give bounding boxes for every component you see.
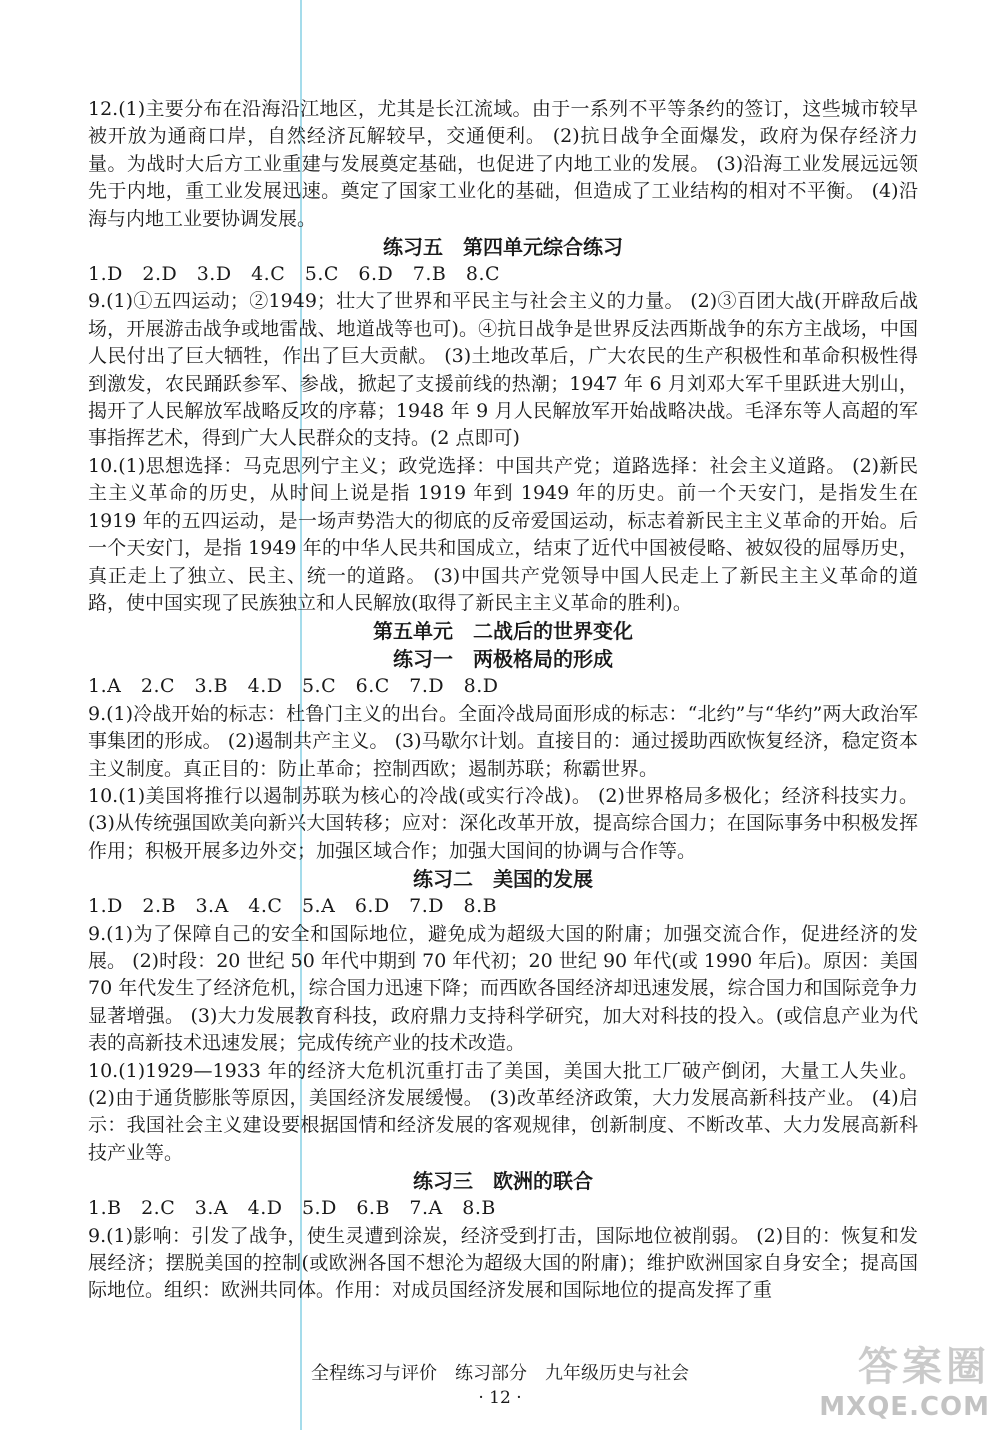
footer-title: 全程练习与评价 练习部分 九年级历史与社会: [311, 1363, 689, 1384]
choice-answers: 1.D 2.B 3.A 4.C 5.A 6.D 7.D 8.B: [88, 895, 498, 918]
watermark-text-url: MXQE.COM: [819, 1392, 990, 1422]
watermark-logo: [819, 1335, 990, 1422]
answer-paragraph: 10.(1)美国将推行以遏制苏联为核心的冷战(或实行冷战)。 (2)世界格局多极化；经济科技实力。 (3)从传统强国欧美向新兴大国转移；应对：深化改革开放，提高综合国力；在国际事务中积极发挥作用；积极开展多边外交；加强区域合作；加强大国间的协调与合作等。: [88, 784, 918, 862]
section-heading: 练习五 第四单元综合练习: [383, 235, 623, 260]
section-heading: 练习三 欧洲的联合: [413, 1169, 593, 1194]
answer-paragraph: 10.(1)思想选择：马克思列宁主义；政党选择：中国共产党；道路选择：社会主义道路。 (2)新民主主义革命的历史，从时间上说是指 1919 年到 1949 年的历史。前一个天安门，是指发生在 1919 年的五四运动，是一场声势浩大的彻底的反帝爱国运动，标志着新民主主义革命的开始。后一个天安门，是指 1949 年的中华人民共和国成立，结束了近代中国被侵略、被奴役的屈辱历史，真正走上了独立、民主、统一的道路。 (3)中国共产党领导中国人民走上了新民主主义革命的道路，使中国实现了民族独立和人民解放(取得了新民主主义革命的胜利)。: [88, 454, 918, 614]
answer-content: [88, 96, 918, 1305]
choice-answers: 1.B 2.C 3.A 4.D 5.D 6.B 7.A 8.B: [88, 1197, 496, 1220]
section-heading: 练习二 美国的发展: [413, 867, 593, 892]
answer-paragraph: 9.(1)①五四运动；②1949；壮大了世界和平民主与社会主义的力量。 (2)③百团大战(开辟敌后战场，开展游击战争或地雷战、地道战等也可)。④抗日战争是世界反法西斯战争的东方主战场，中国人民付出了巨大牺牲，作出了巨大贡献。 (3)土地改革后，广大农民的生产积极性和革命积极性得到激发，农民踊跃参军、参战，掀起了支援前线的热潮；1947 年 6 月刘邓大军千里跃进大别山，揭开了人民解放军战略反攻的序幕；1948 年 9 月人民解放军开始战略决战。毛泽东等人高超的军事指挥艺术，得到广大人民群众的支持。(2 点即可): [88, 290, 918, 450]
answer-paragraph: 9.(1)为了保障自己的安全和国际地位，避免成为超级大国的附庸；加强交流合作，促进经济的发展。 (2)时段：20 世纪 50 年代中期到 70 年代初；20 世纪 90 年代(或 1990 年后)。原因：美国 70 年代发生了经济危机，综合国力迅速下降；而西欧各国经济却迅速发展，综合国力和国际竞争力显著增强。 (3)大力发展教育科技，政府鼎力支持科学研究，加大对科技的投入。(或信息产业为代表的高新技术迅速发展；完成传统产业的技术改造。: [88, 922, 918, 1055]
watermark-text-cn: 答案圈: [858, 1344, 990, 1390]
choice-answers: 1.A 2.C 3.B 4.D 5.C 6.C 7.D 8.D: [88, 675, 499, 698]
answer-paragraph: 12.(1)主要分布在沿海沿江地区，尤其是长江流域。由于一系列不平等条约的签订，这些城市较早被开放为通商口岸，自然经济瓦解较早，交通便利。 (2)抗日战争全面爆发，政府为保存经济力量。为战时大后方工业重建与发展奠定基础，也促进了内地工业的发展。 (3)沿海工业发展远远领先于内地，重工业发展迅速。奠定了国家工业化的基础，但造成了工业结构的相对不平衡。 (4)沿海与内地工业要协调发展。: [88, 98, 918, 230]
answer-paragraph: 9.(1)影响：引发了战争，使生灵遭到涂炭，经济受到打击，国际地位被削弱。 (2)目的：恢复和发展经济；摆脱美国的控制(或欧洲各国不想沦为超级大国的附庸)；维护欧洲国家自身安全；提高国际地位。组织：欧洲共同体。作用：对成员国经济发展和国际地位的提高发挥了重: [88, 1224, 918, 1302]
section-heading: 练习一 两极格局的形成: [393, 647, 613, 672]
choice-answers: 1.D 2.D 3.D 4.C 5.C 6.D 7.B 8.C: [88, 263, 501, 286]
answer-paragraph: 9.(1)冷战开始的标志：杜鲁门主义的出台。全面冷战局面形成的标志：“北约”与“华约”两大政治军事集团的形成。 (2)遏制共产主义。 (3)马歇尔计划。直接目的：通过援助西欧恢复经济，稳定资本主义制度。真正目的：防止革命；控制西欧；遏制苏联；称霸世界。: [88, 702, 918, 780]
section-heading: 第五单元 二战后的世界变化: [373, 619, 633, 644]
answer-paragraph: 10.(1)1929—1933 年的经济大危机沉重打击了美国，美国大批工厂破产倒闭，大量工人失业。 (2)由于通货膨胀等原因，美国经济发展缓慢。 (3)改革经济政策，大力发展高新科技产业。 (4)启示：我国社会主义建设要根据国情和经济发展的客观规律，创新制度、不断改革、大力发展高新科技产业等。: [88, 1059, 918, 1164]
page-number: · 12 ·: [478, 1388, 522, 1408]
